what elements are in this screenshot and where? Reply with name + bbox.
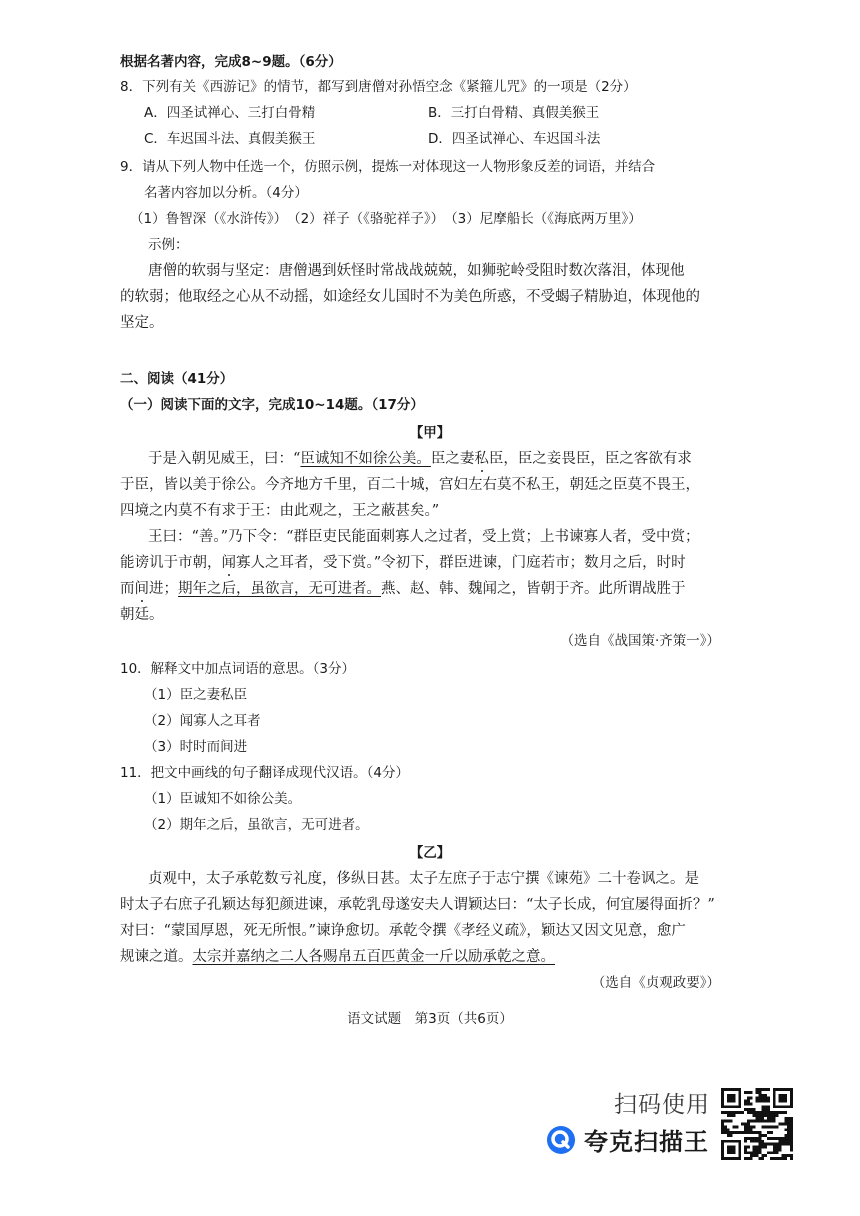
part2-title: 二、阅读（41分） (120, 371, 234, 387)
yi-source: （选自《贞观政要》） (591, 975, 720, 991)
yi-line4: 规谏之道。太宗并嘉纳之二人各赐帛五百匹黄金一斤以励承乾之意。 (120, 949, 555, 965)
q9-example-line2: 的软弱；他取经之心从不动摇，如途经女儿国时不为美色所惑，不受蝎子精胁迫，体现他的 (120, 289, 700, 305)
quark-logo-icon (546, 1125, 576, 1155)
dotted-word-wen: 闻 (221, 555, 236, 571)
yi-line1: 贞观中，太子承乾数亏礼度，侈纵日甚。太子左庶子于志宁撰《谏苑》二十卷讽之。是 (148, 871, 699, 887)
jia-p2-line2: 能谤讥于市朝，闻寡人之耳者，受下赏。”令初下，群臣进谏，门庭若市；数月之后，时时 (120, 555, 686, 571)
underlined-sentence-2: 期年之后，虽欲言，无可进者。 (178, 581, 381, 597)
watermark-text: 扫码使用 (614, 1092, 710, 1118)
q11-item1: （1）臣诚知不如徐公美。 (144, 791, 302, 807)
dotted-word-si: 私 (474, 451, 489, 467)
jia-source: （选自《战国策·齐策一》） (560, 633, 720, 649)
q10-item3: （3）时时而间进 (144, 739, 248, 755)
underlined-sentence-3: 太宗并嘉纳之二人各赐帛五百匹黄金一斤以励承乾之意。 (192, 949, 555, 965)
jia-p1-line2: 于臣，皆以美于徐公。今齐地方千里，百二十城，宫妇左右莫不私王，朝廷之臣莫不畏王， (120, 477, 700, 493)
dotted-word-jian: 间 (134, 581, 149, 597)
watermark-brand: 夸克扫描王 (584, 1128, 709, 1156)
q8-option-a: A．四圣试禅心、三打白骨精 (144, 105, 316, 121)
question-11-stem: 11．把文中画线的句子翻译成现代汉语。（4分） (120, 765, 410, 781)
q10-item1: （1）臣之妻私臣 (144, 687, 248, 703)
yi-line3: 对曰：“蒙国厚恩，死无所恨。”谏诤愈切。承乾令撰《孝经义疏》，颖达又因文见意，愈广 (120, 923, 686, 939)
jia-p2-line4: 朝廷。 (120, 607, 164, 623)
yi-line2: 时太子右庶子孔颖达每犯颜进谏，承乾乳母遂安夫人谓颖达曰：“太子长成，何宜屡得面折？” (120, 897, 715, 913)
part2-sub1: （一）阅读下面的文字，完成10~14题。（17分） (120, 397, 424, 413)
question-10-stem: 10．解释文中加点词语的意思。（3分） (120, 661, 356, 677)
q9-example-line1: 唐僧的软弱与坚定：唐僧遇到妖怪时常战战兢兢，如狮驼岭受阻时数次落泪，体现他 (148, 263, 685, 279)
question-9-stem-line2: 名著内容加以分析。（4分） (144, 185, 308, 201)
section-intro: 根据名著内容，完成8~9题。（6分） (120, 54, 342, 70)
passage-jia-title: 【甲】 (409, 425, 451, 441)
q9-example-line3: 坚定。 (120, 315, 164, 331)
question-8-stem: 8．下列有关《西游记》的情节，都写到唐僧对孙悟空念《紧箍儿咒》的一项是（2分） (120, 79, 637, 95)
question-9-example-label: 示例： (148, 237, 189, 253)
q8-option-d: D．四圣试禅心、车迟国斗法 (428, 131, 601, 147)
passage-yi-title: 【乙】 (409, 845, 451, 861)
underlined-sentence-1: 臣诚知不如徐公美。 (300, 451, 431, 467)
q8-option-b: B．三打白骨精、真假美猴王 (428, 105, 600, 121)
question-9-stem-line1: 9．请从下列人物中任选一个，仿照示例，提炼一对体现这一人物形象反差的词语，并结合 (120, 159, 656, 175)
jia-p1-line3: 四境之内莫不有求于王：由此观之，王之蔽甚矣。” (120, 503, 440, 519)
jia-p2-line3: 而间进；期年之后，虽欲言，无可进者。燕、赵、韩、魏闻之，皆朝于齐。此所谓战胜于 (120, 581, 686, 597)
question-9-options: （1）鲁智深（《水浒传》） （2）祥子（《骆驼祥子》） （3）尼摩船长（《海底两万里》） (130, 211, 642, 227)
q10-item2: （2）闻寡人之耳者 (144, 713, 261, 729)
q11-item2: （2）期年之后，虽欲言，无可进者。 (144, 817, 369, 833)
qr-code-icon[interactable] (721, 1088, 793, 1160)
page-footer: 语文试题 第3页（共6页） (347, 1011, 513, 1027)
jia-p1-line1: 于是入朝见威王，曰：“臣诚知不如徐公美。臣之妻私臣，臣之妾畏臣，臣之客欲有求 (148, 451, 692, 467)
jia-p2-line1: 王曰：“善。”乃下令：“群臣吏民能面刺寡人之过者，受上赏；上书谏寡人者，受中赏； (148, 529, 700, 545)
q8-option-c: C．车迟国斗法、真假美猴王 (144, 131, 316, 147)
